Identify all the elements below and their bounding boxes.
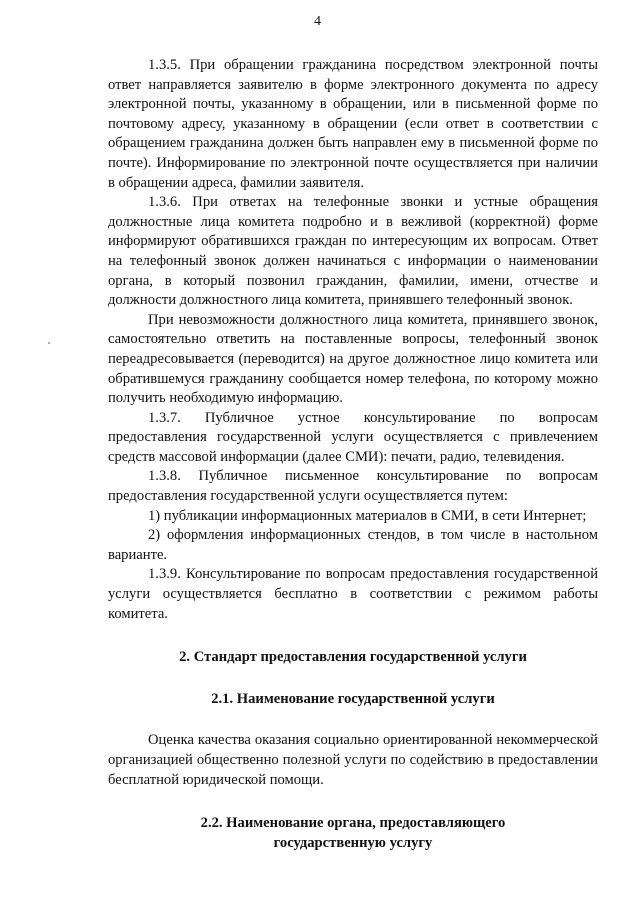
page-number: 4 [314,14,321,29]
paragraph-1-3-9: 1.3.9. Консультирование по вопросам предоставления государственной услуги осуществляется бесплатно в соответствии с режимом работы комитета. [108,566,598,622]
section-2-2-heading [108,814,598,853]
paragraph-call-redirect: При невозможности должностного лица комитета, принявшего звонок, самостоятельно ответить на поставленные вопросы, телефонный звонок переадресовывается (переводится) на другое должностное лицо комитета или обратившемуся гражданину сообщается номер телефона, по которому можно получить необходимую информацию. [108,311,598,407]
paragraph-1-3-7: 1.3.7. Публичное устное консультирование по вопросам предоставления государственной услуги осуществляется с привлечением средств массовой информации (далее СМИ): печати, радио, телевидения. [108,409,598,465]
paragraph-service-name: Оценка качества оказания социально ориентированной некоммерческой организацией общественно полезной услуги по содействию в предоставлении бесплатной юридической помощи. [108,732,598,788]
list-item-1: 1) публикации информационных материалов в СМИ, в сети Интернет; [148,507,587,524]
section-2-heading: 2. Стандарт предоставления государственной услуги [179,649,527,666]
section-2-2-heading-line-1: 2.2. Наименование органа, предоставляющего [200,815,506,832]
document-body [108,56,598,853]
list-item-2: 2) оформления информационных стендов, в том числе в настольном варианте. [108,527,598,563]
paragraph-1-3-8: 1.3.8. Публичное письменное консультирование по вопросам предоставления государственной услуги осуществляется путем: [108,468,598,505]
section-2-1-heading: 2.1. Наименование государственной услуги [211,690,495,707]
paragraph-1-3-5: 1.3.5. При обращении гражданина посредством электронной почты ответ направляется заявителю в форме электронного документа по адресу электронной почты, указанному в обращении, или в письменной форме по почтовому адресу, указанному в обращении (если ответ в соответствии с обращением гражданина должен быть направлен ему в письменной форме по почте). Информирование по электронной почте осуществляется при наличии в обращении адреса, фамилии заявителя. [108,57,598,191]
section-2-2-heading-line-2: государственную услугу [273,834,433,851]
paragraph-1-3-6: 1.3.6. При ответах на телефонные звонки и устные обращения должностные лица комитета подробно и в вежливой (корректной) форме информируют обратившихся граждан по интересующим их вопросам. Ответ на телефонный звонок должен начинаться с информации о наименовании органа, в который позвонил гражданин, фамилии, имени, отчестве и должности должностного лица комитета, принявшего телефонный звонок. [108,194,598,309]
margin-dot [48,342,50,344]
